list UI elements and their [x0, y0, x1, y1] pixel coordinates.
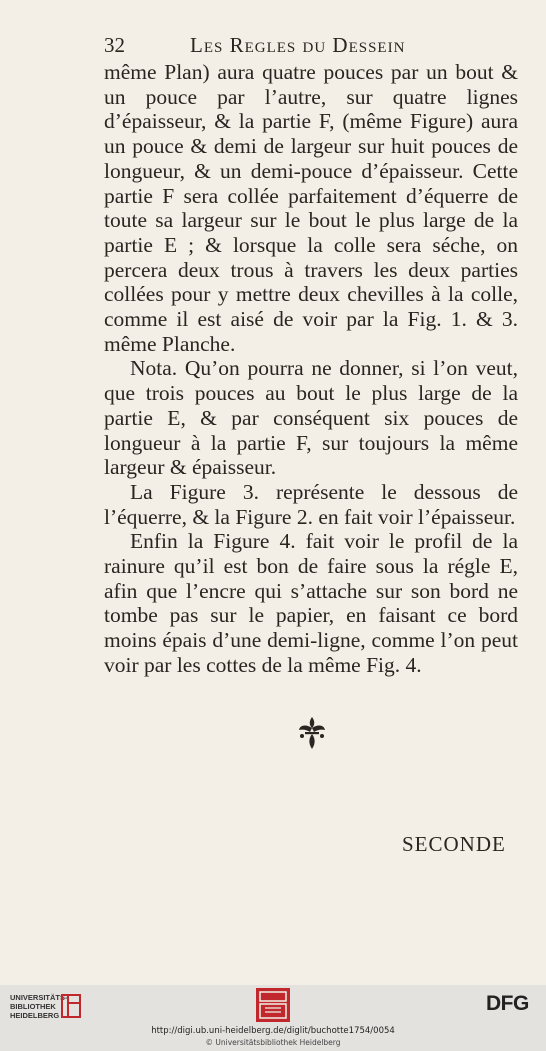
library-emblem-icon [60, 993, 86, 1019]
catchword: SECONDE [402, 832, 506, 856]
library-logo-text: UNIVERSITÄTS- BIBLIOTHEK HEIDELBERG [10, 993, 68, 1020]
paragraph: Nota. Qu’on pourra ne donner, si l’on veut, que trois pouces au bout le plus large de la partie E, & par conséquent six pouces de longueur à la partie F, sur toujours la même largeur & épaisseur. [104, 356, 518, 480]
library-logo[interactable] [10, 993, 90, 1019]
fleuron-icon [296, 716, 328, 750]
paragraph: La Figure 3. représente le dessous de l’équerre, & la Figure 2. en fait voir l’épaisseur. [104, 479, 518, 529]
paragraph: même Plan) aura quatre pouces par un bout & un pouce par l’autre, sur quatre lignes d’épaisseur, & la partie F, (même Figure) aura un pouce & demi de largeur sur huit pouces de longueur, & un demi-pouce d’épaisseur. Cette partie F sera collée parfaitement d’équerre de toute sa largeur sur le bout le plus large de la partie E ; & lorsque la colle sera séche, on percera deux trous à travers les deux parties collées pour y mettre deux chevilles à la colle, comme il est aisé de voir par la Fig. 1. & 3. même Planche. [104, 60, 518, 356]
page-url-link[interactable]: http://digi.ub.uni-heidelberg.de/diglit/buchotte1754/0054 [151, 1026, 395, 1036]
page-header [104, 33, 518, 63]
copyright-notice: © Universitätsbibliothek Heidelberg [205, 1038, 341, 1047]
paragraph: Enfin la Figure 4. fait voir le profil de la rainure qu’il est bon de faire sous la régle E, afin que l’encre qui s’attache sur son bord ne tombe pas sur le papier, en faisant ce bord moins épais d’une demi-ligne, comme l’on peut voir par les cottes de la même Fig. 4. [104, 529, 518, 677]
page-number: 32 [104, 33, 125, 57]
running-title: Les Regles du Dessein [190, 33, 406, 57]
dfg-logo[interactable]: DFG [486, 992, 529, 1015]
body-text [104, 60, 518, 678]
viewer-footer [0, 985, 546, 1051]
digital-library-badge-icon[interactable] [256, 988, 290, 1022]
